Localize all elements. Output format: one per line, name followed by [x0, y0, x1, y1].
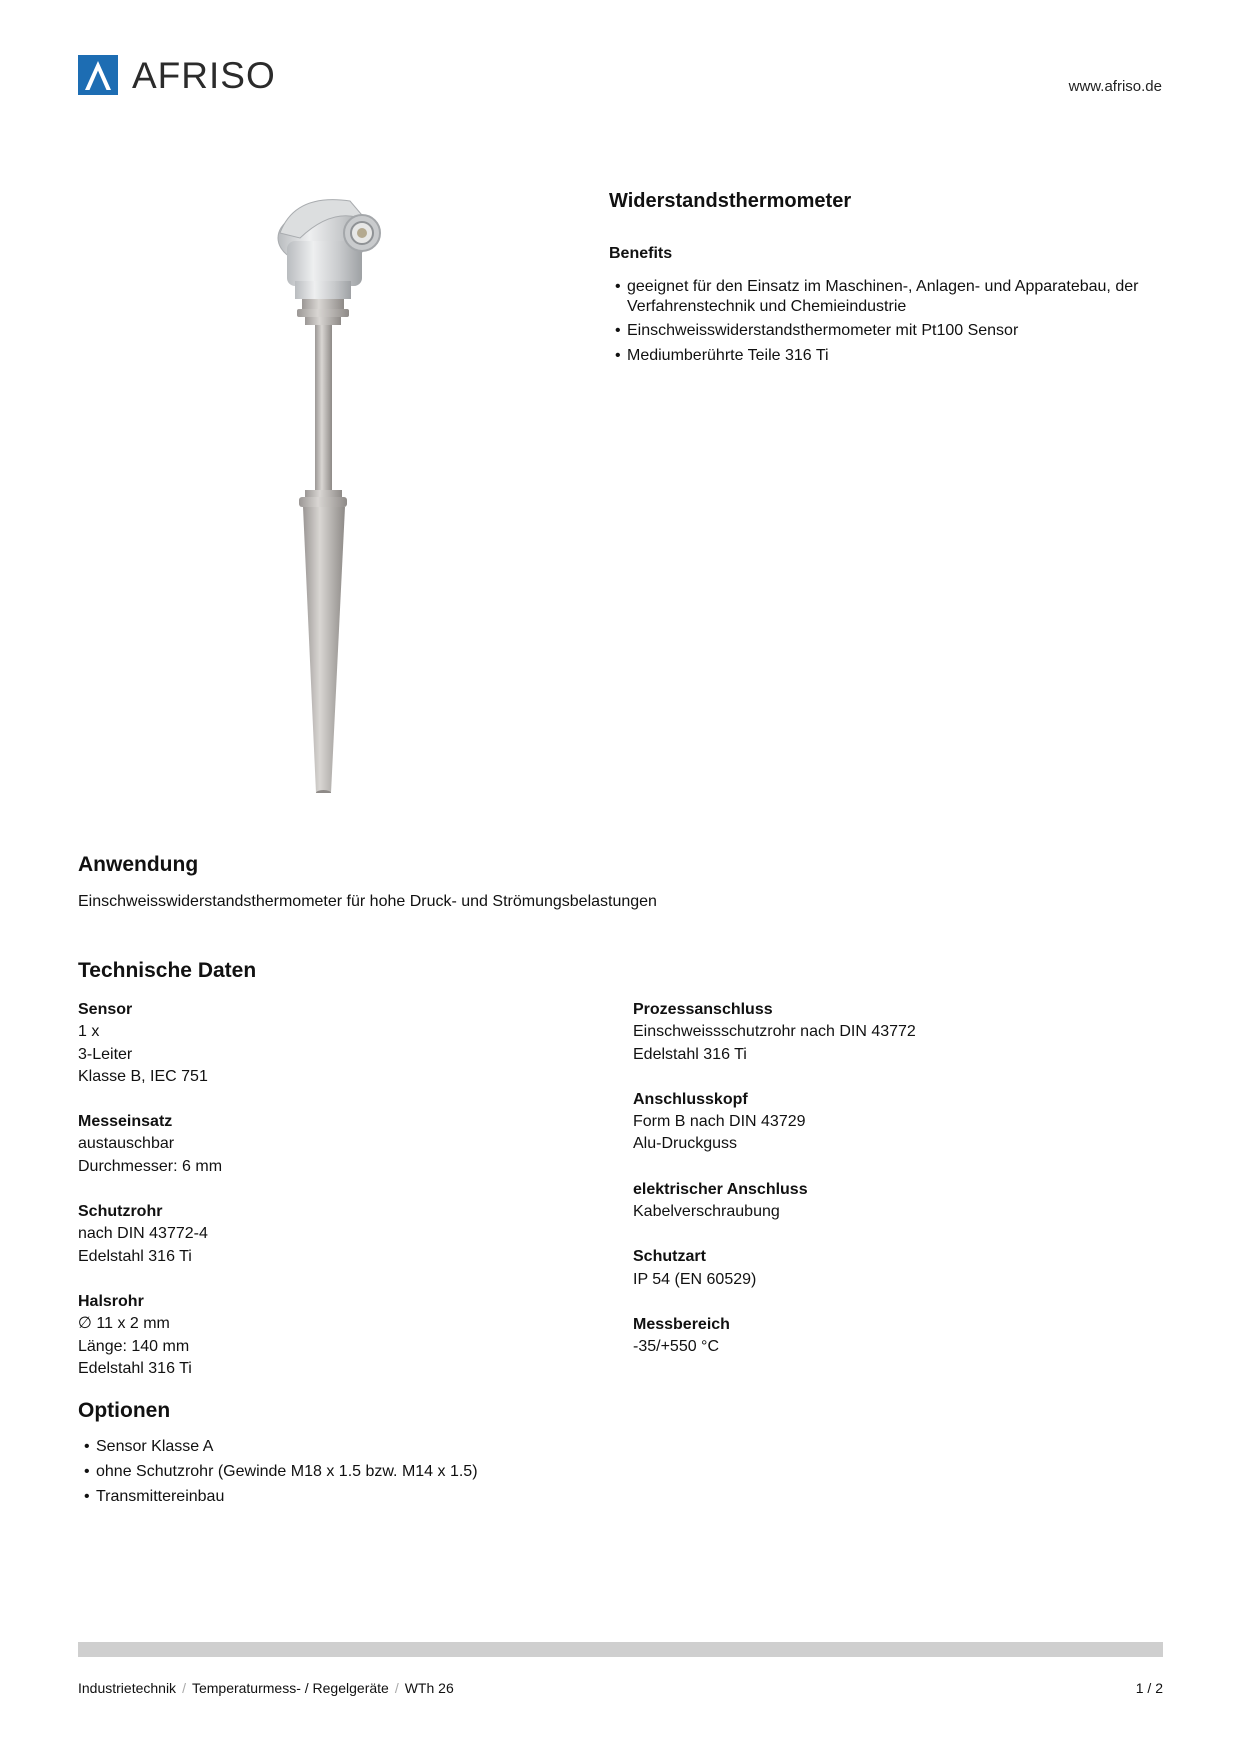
- spec-title: elektrischer Anschluss: [633, 1180, 808, 1198]
- spec-halsrohr: [78, 1291, 598, 1380]
- list-item: • geeignet für den Einsatz im Maschinen-, Anlagen- und Apparatebau, der Verfahrenstechnik und Chemieindustrie: [609, 277, 1169, 316]
- afriso-logo: [78, 55, 302, 97]
- website-url[interactable]: www.afriso.de: [1068, 78, 1162, 95]
- spec-value: IP 54 (EN 60529): [633, 1270, 757, 1288]
- list-item: • Transmittereinbau: [78, 1487, 778, 1507]
- spec-value: Einschweissschutzrohr nach DIN 43772: [633, 1023, 916, 1041]
- spec-title: Schutzrohr: [78, 1203, 163, 1221]
- product-photo: [255, 193, 415, 793]
- spec-value: Länge: 140 mm: [78, 1337, 190, 1355]
- spec-title: Schutzart: [633, 1248, 706, 1266]
- spec-title: Messeinsatz: [78, 1113, 173, 1131]
- spec-value: -35/+550 °C: [633, 1338, 720, 1356]
- spec-title: Prozessanschluss: [633, 1001, 773, 1018]
- breadcrumb-item[interactable]: Temperaturmess- / Regelgeräte: [191, 1680, 389, 1696]
- spec-title: Sensor: [78, 1001, 133, 1018]
- spec-value: Alu-Druckguss: [633, 1135, 738, 1153]
- page-number: 1 / 2: [1135, 1680, 1163, 1696]
- spec-schutzrohr: [78, 1201, 598, 1268]
- list-item: • Mediumberührte Teile 316 Ti: [609, 346, 1169, 366]
- anwendung-text: Einschweisswiderstandsthermometer für hohe Druck- und Strömungsbelastungen: [78, 893, 657, 910]
- anwendung-heading: Anwendung: [78, 853, 199, 876]
- spec-value: Kabelverschraubung: [633, 1203, 780, 1221]
- spec-value: Edelstahl 316 Ti: [633, 1045, 747, 1063]
- spec-value: Edelstahl 316 Ti: [78, 1247, 192, 1265]
- benefits-heading: Benefits: [609, 245, 673, 262]
- spec-value: Edelstahl 316 Ti: [78, 1359, 192, 1377]
- spec-value: Durchmesser: 6 mm: [78, 1157, 223, 1175]
- spec-title: Messbereich: [633, 1315, 730, 1333]
- breadcrumb-separator: /: [394, 1680, 399, 1696]
- product-title: Widerstandsthermometer: [609, 190, 852, 212]
- spec-value: Klasse B, IEC 751: [78, 1067, 208, 1085]
- spec-value: 3-Leiter: [78, 1045, 133, 1063]
- breadcrumb-item[interactable]: WTh 26: [404, 1680, 454, 1696]
- list-item: • Sensor Klasse A: [78, 1437, 778, 1457]
- breadcrumb: [78, 1680, 454, 1696]
- spec-value: ∅ 11 x 2 mm: [78, 1315, 170, 1333]
- brand-name: AFRISO: [132, 55, 276, 96]
- spec-title: Halsrohr: [78, 1292, 144, 1310]
- optionen-heading: Optionen: [78, 1399, 171, 1422]
- spec-value: 1 x: [78, 1023, 100, 1041]
- spec-messbereich: [633, 1314, 1153, 1359]
- technische-daten-heading: Technische Daten: [78, 959, 257, 982]
- spec-anschlusskopf: [633, 1089, 1153, 1156]
- spec-value: Form B nach DIN 43729: [633, 1113, 806, 1131]
- spec-value: nach DIN 43772-4: [78, 1225, 208, 1243]
- spec-elektrischer-anschluss: [633, 1179, 1153, 1224]
- list-item: • ohne Schutzrohr (Gewinde M18 x 1.5 bzw. M14 x 1.5): [78, 1462, 778, 1482]
- spec-prozessanschluss: [633, 999, 1153, 1066]
- spec-schutzart: [633, 1246, 1153, 1291]
- options-list: [78, 1437, 778, 1512]
- spec-column-left: [78, 999, 598, 1403]
- spec-title: Anschlusskopf: [633, 1090, 748, 1108]
- spec-value: austauschbar: [78, 1135, 175, 1153]
- list-item: • Einschweisswiderstandsthermometer mit Pt100 Sensor: [609, 321, 1169, 341]
- logo-mark-icon: [78, 55, 118, 95]
- benefits-list: [609, 277, 1169, 370]
- breadcrumb-separator: /: [182, 1680, 186, 1696]
- spec-column-right: [633, 999, 1153, 1382]
- footer-divider: [78, 1642, 1163, 1657]
- spec-sensor: [78, 999, 598, 1088]
- spec-messeinsatz: [78, 1111, 598, 1178]
- breadcrumb-item[interactable]: Industrietechnik: [78, 1680, 177, 1696]
